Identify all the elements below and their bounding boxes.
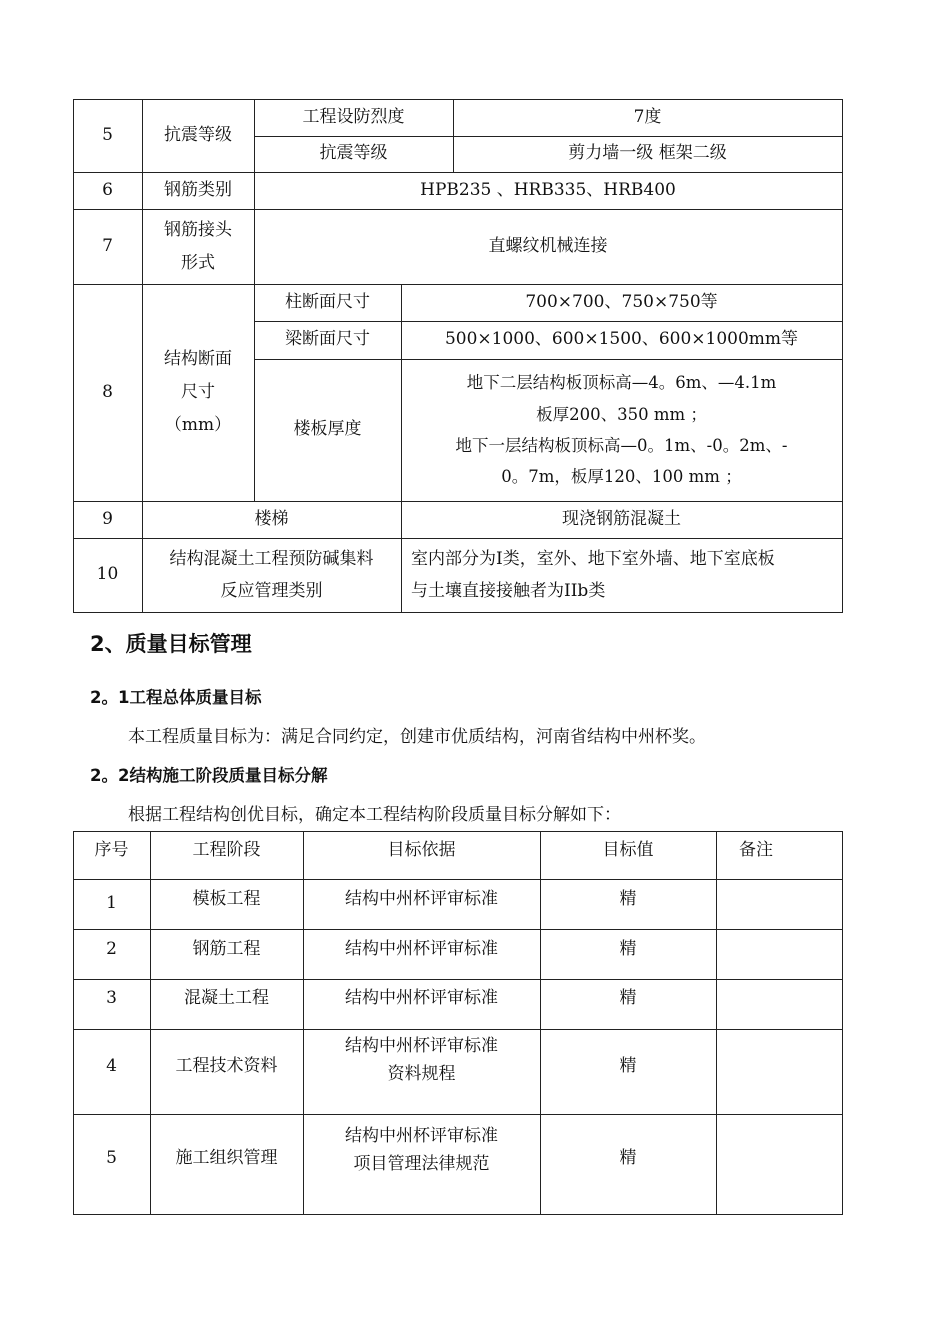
row7-item: 钢筋接头 形式	[164, 220, 232, 273]
table-row: 4	[106, 1056, 117, 1077]
row9-no: 9	[102, 508, 113, 529]
row-target: 精	[619, 939, 637, 960]
row6-item: 钢筋类别	[164, 179, 232, 200]
row10-item: 结构混凝土工程预防碱集料 反应管理类别	[169, 548, 374, 601]
row-stage: 混凝土工程	[184, 988, 269, 1009]
table-row: 3	[106, 988, 117, 1009]
row9-value: 现浇钢筋混凝土	[562, 508, 681, 529]
row10-no: 10	[96, 564, 119, 585]
row-target: 精	[619, 988, 637, 1009]
header-no: 序号	[94, 840, 129, 861]
section-2-2-heading: 2。2结构施工阶段质量目标分解	[90, 766, 328, 785]
row8-slab-label: 楼板厚度	[293, 419, 362, 440]
row5-sub2-value: 剪力墙一级 框架二级	[568, 143, 727, 164]
table-row: 5	[106, 1148, 117, 1169]
table-row: 2	[106, 939, 117, 960]
row-basis: 结构中州杯评审标准 资料规程	[345, 1035, 498, 1084]
header-target: 目标值	[602, 840, 654, 861]
row5-item: 抗震等级	[164, 124, 232, 145]
row8-column-label: 柱断面尺寸	[285, 291, 370, 312]
row8-beam-label: 梁断面尺寸	[285, 329, 370, 350]
row-stage: 施工组织管理	[175, 1148, 278, 1169]
row8-beam-value: 500×1000、600×1500、600×1000mm等	[444, 329, 799, 350]
row5-sub2-label: 抗震等级	[319, 143, 388, 164]
row8-slab-value: 地下二层结构板顶标高—4。6m、—4.1m 板厚200、350 mm ； 地下一层结构板顶标高—0。1m、-0。2m、- 0。7m，板厚120、100 mm ；	[455, 373, 788, 487]
row6-no: 6	[102, 179, 113, 200]
section-2-heading: 2、质量目标管理	[90, 632, 252, 656]
row-target: 精	[619, 889, 637, 910]
row10-value: 室内部分为I类，室外、地下室外墙、地下室底板 与土壤直接接触者为IIb类	[411, 548, 775, 601]
row8-column-value: 700×700、750×750等	[525, 291, 718, 312]
row7-value: 直螺纹机械连接	[488, 235, 608, 256]
section-2-2-text: 根据工程结构创优目标，确定本工程结构阶段质量目标分解如下：	[128, 805, 621, 825]
row5-no: 5	[102, 124, 113, 145]
row8-no: 8	[102, 381, 113, 402]
section-2-1-text: 本工程质量目标为：满足合同约定，创建市优质结构，河南省结构中州杯奖。	[128, 727, 706, 747]
row-stage: 模板工程	[192, 889, 261, 910]
table-row: 1	[106, 893, 117, 914]
row6-value: HPB235 、HRB335、HRB400	[420, 179, 676, 200]
row7-no: 7	[102, 235, 113, 256]
row8-item: 结构断面 尺寸 （mm）	[164, 348, 232, 436]
header-note: 备注	[739, 840, 773, 861]
row-stage: 钢筋工程	[192, 939, 261, 960]
row-target: 精	[619, 1056, 637, 1077]
row5-sub1-label: 工程设防烈度	[302, 106, 405, 127]
row-basis: 结构中州杯评审标准	[345, 988, 498, 1009]
row-basis: 结构中州杯评审标准	[345, 939, 498, 960]
header-stage: 工程阶段	[192, 840, 261, 861]
row-stage: 工程技术资料	[175, 1056, 278, 1077]
row-basis: 结构中州杯评审标准 项目管理法律规范	[345, 1125, 498, 1174]
row5-sub1-value: 7度	[633, 106, 662, 127]
section-2-1-heading: 2。1工程总体质量目标	[90, 688, 262, 707]
row-target: 精	[619, 1148, 637, 1169]
header-basis: 目标依据	[387, 840, 456, 861]
row-basis: 结构中州杯评审标准	[345, 889, 498, 910]
row9-item: 楼梯	[254, 508, 289, 529]
